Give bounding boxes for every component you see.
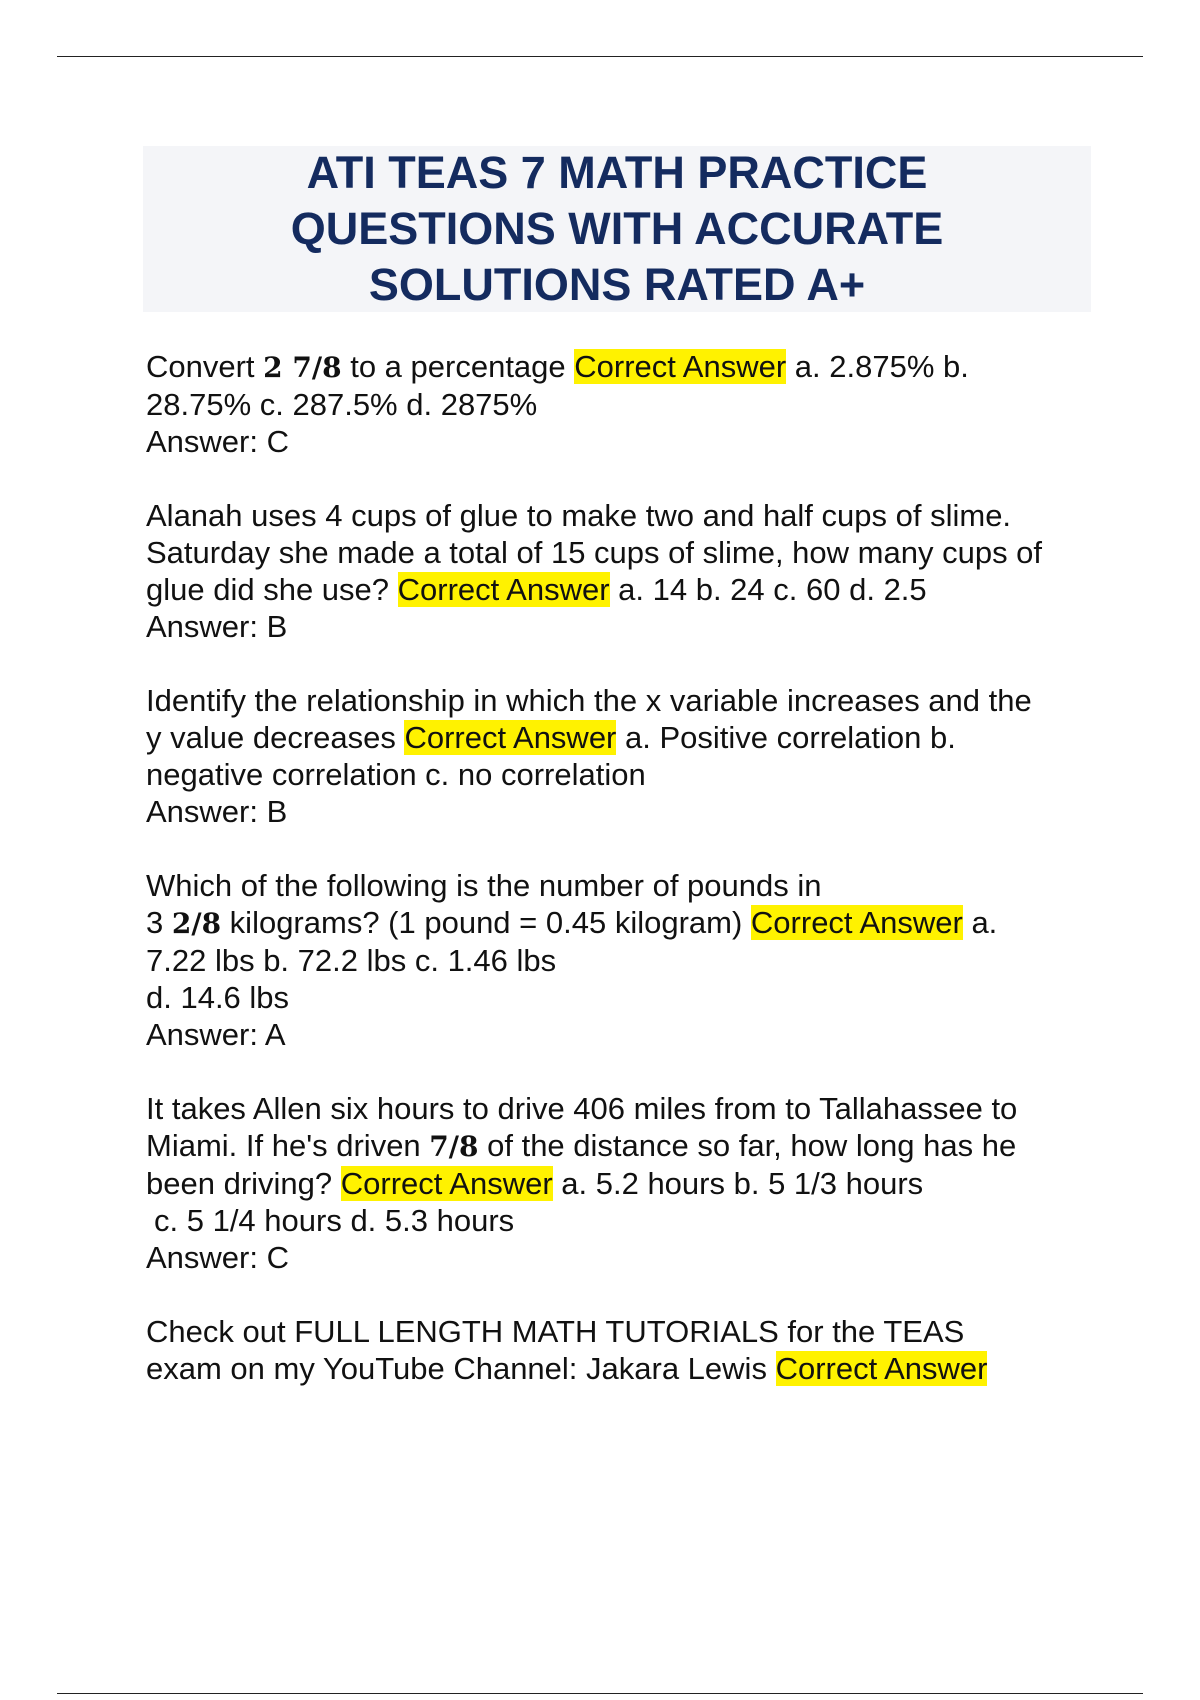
correct-answer-highlight: Correct Answer bbox=[574, 349, 787, 384]
correct-answer-highlight: Correct Answer bbox=[404, 720, 617, 755]
answer-line: Answer: C bbox=[146, 1240, 289, 1275]
answer-line: Answer: B bbox=[146, 794, 288, 829]
question-1-text: Convert 2 7/8 to a percentage Correct Answer a. 2.875% b. 28.75% c. 287.5% d. 2875% Answer: C bbox=[146, 348, 1106, 460]
question-4 bbox=[146, 867, 1106, 1053]
answer-line: Answer: B bbox=[146, 609, 288, 644]
question-6-text: Check out FULL LENGTH MATH TUTORIALS for the TEAS exam on my YouTube Channel: Jakara Lewis Correct Answer bbox=[146, 1314, 988, 1386]
answer-line: Answer: C bbox=[146, 424, 289, 459]
footer-rule bbox=[57, 1693, 1143, 1694]
question-3-text: Identify the relationship in which the x variable increases and the y value decreases Correct Answer a. Positive correlation b. negative correlation c. no correlation Answer: B bbox=[146, 682, 1106, 830]
question-5 bbox=[146, 1090, 1106, 1276]
fraction: 7/8 bbox=[429, 1130, 479, 1163]
question-1 bbox=[146, 348, 1106, 460]
answer-line: Answer: A bbox=[146, 1017, 286, 1052]
title-banner bbox=[143, 146, 1091, 312]
question-4-text: Which of the following is the number of pounds in 3 2/8 kilograms? (1 pound = 0.45 kilogram) Correct Answer a. 7.22 lbs b. 72.2 lbs c. 1.46 lbs d. 14.6 lbs Answer: A bbox=[146, 867, 1106, 1053]
document-title: ATI TEAS 7 MATH PRACTICE QUESTIONS WITH ACCURATE SOLUTIONS RATED A+ bbox=[290, 147, 944, 310]
header-rule bbox=[57, 56, 1143, 57]
fraction: 2 7/8 bbox=[263, 351, 342, 384]
question-3 bbox=[146, 682, 1106, 830]
correct-answer-highlight: Correct Answer bbox=[397, 572, 610, 607]
correct-answer-highlight: Correct Answer bbox=[340, 1166, 553, 1201]
question-6 bbox=[146, 1313, 1106, 1387]
question-2-text: Alanah uses 4 cups of glue to make two and half cups of slime. Saturday she made a total of 15 cups of slime, how many cups of glue did she use? Correct Answer a. 14 b. 24 c. 60 d. 2.5 Answer: B bbox=[146, 497, 1106, 645]
fraction: 2/8 bbox=[171, 907, 222, 940]
question-5-text: It takes Allen six hours to drive 406 miles from to Tallahassee to Miami. If he's driven 7/8 of the distance so far, how long has he been driving? Correct Answer a. 5.2 hours b. 5 1/3 hours c. 5 1/4 hours d. 5.3 hours Answer: C bbox=[146, 1090, 1106, 1276]
correct-answer-highlight: Correct Answer bbox=[775, 1351, 988, 1386]
document-body bbox=[146, 348, 1106, 1424]
question-2 bbox=[146, 497, 1106, 645]
correct-answer-highlight: Correct Answer bbox=[750, 905, 963, 940]
